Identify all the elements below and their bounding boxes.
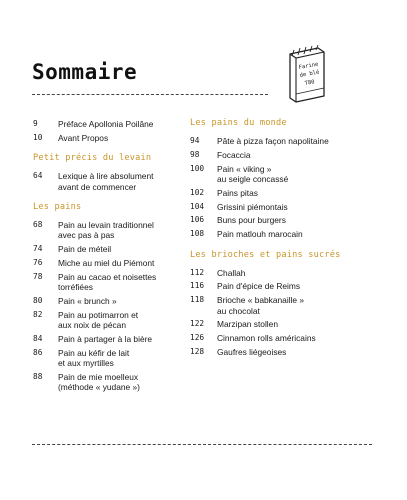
page-number: 78 bbox=[33, 271, 43, 281]
entry-title: Lexique à lire absolument avant de commencer bbox=[58, 171, 154, 192]
entry-title: Marzipan stollen bbox=[217, 319, 278, 330]
flour-bag-icon bbox=[282, 44, 330, 104]
page-number: 102 bbox=[190, 187, 205, 197]
page-number: 126 bbox=[190, 333, 205, 343]
toc-entry[interactable] bbox=[33, 119, 183, 129]
entry-title: Pain au potimarron et aux noix de pécan bbox=[58, 309, 139, 331]
page-number: 9 bbox=[33, 119, 38, 128]
section-heading-les-pains: Les pains bbox=[33, 202, 82, 213]
toc-entry[interactable] bbox=[190, 268, 380, 278]
page-number: 82 bbox=[33, 309, 43, 319]
page-title: Sommaire bbox=[32, 60, 138, 84]
page-number: 84 bbox=[33, 334, 43, 344]
toc-entry[interactable] bbox=[33, 244, 183, 254]
toc-entry[interactable] bbox=[190, 333, 380, 343]
toc-entry[interactable] bbox=[33, 372, 183, 393]
page-number: 94 bbox=[190, 136, 200, 145]
entry-title: Miche au miel du Piémont bbox=[58, 258, 155, 269]
flour-bag-label-line2: de blé bbox=[299, 69, 320, 79]
page-number: 100 bbox=[190, 163, 205, 173]
entry-title: Préface Apollonia Poilâne bbox=[58, 119, 154, 129]
toc-entry[interactable] bbox=[33, 296, 183, 306]
page-number: 112 bbox=[190, 267, 205, 277]
page-number: 116 bbox=[190, 281, 205, 291]
section-heading-les-brioches-et-pains-sucres: Les brioches et pains sucrés bbox=[190, 249, 341, 260]
entry-title: Pain au cacao et noisettes torréfiées bbox=[58, 271, 157, 293]
toc-left-column bbox=[33, 116, 183, 396]
entry-title: Pain « viking » au seigle concassé bbox=[217, 163, 289, 184]
page-number: 118 bbox=[190, 295, 205, 305]
flour-bag-label-line1: Farine bbox=[298, 61, 319, 71]
toc-entry[interactable] bbox=[33, 171, 183, 192]
toc-entry[interactable] bbox=[190, 136, 380, 146]
page-number: 68 bbox=[33, 220, 43, 230]
entry-title: Challah bbox=[217, 267, 246, 278]
page-number: 74 bbox=[33, 244, 43, 254]
bottom-dashed-divider bbox=[32, 444, 372, 445]
toc-entry[interactable] bbox=[33, 220, 183, 241]
toc-entry[interactable] bbox=[190, 319, 380, 329]
page-number: 64 bbox=[33, 171, 43, 181]
entry-title: Pain « brunch » bbox=[58, 296, 117, 307]
page-number: 88 bbox=[33, 372, 43, 382]
toc-entry[interactable] bbox=[33, 334, 183, 344]
page-number: 104 bbox=[190, 201, 205, 211]
toc-entry[interactable] bbox=[33, 310, 183, 331]
entry-title: Pains pitas bbox=[217, 187, 258, 198]
toc-entry[interactable] bbox=[33, 258, 183, 268]
page-number: 98 bbox=[190, 149, 200, 159]
page-number: 122 bbox=[190, 319, 205, 329]
page-number: 10 bbox=[33, 132, 43, 142]
toc-entry[interactable] bbox=[190, 281, 380, 291]
toc-entry[interactable] bbox=[190, 202, 380, 212]
page-number: 76 bbox=[33, 258, 43, 268]
toc-entry[interactable] bbox=[33, 348, 183, 369]
flour-bag-label-line3: T80 bbox=[304, 79, 316, 87]
toc-entry[interactable] bbox=[190, 295, 380, 316]
toc-entry[interactable] bbox=[190, 150, 380, 160]
entry-title: Buns pour burgers bbox=[217, 215, 286, 226]
page-number: 128 bbox=[190, 346, 205, 356]
entry-title: Cinnamon rolls américains bbox=[217, 333, 316, 344]
entry-title: Pain de méteil bbox=[58, 244, 112, 255]
entry-title: Grissini piémontais bbox=[217, 201, 288, 212]
section-heading-les-pains-du-monde: Les pains du monde bbox=[190, 118, 287, 128]
toc-entry[interactable] bbox=[190, 164, 380, 185]
entry-title: Pain au kéfir de lait et aux myrtilles bbox=[58, 347, 130, 369]
toc-entry[interactable] bbox=[190, 188, 380, 198]
entry-title: Brioche « babkanaille » au chocolat bbox=[217, 295, 305, 316]
top-dashed-divider bbox=[32, 94, 268, 95]
entry-title: Pâte à pizza façon napolitaine bbox=[217, 136, 329, 146]
toc-entry[interactable] bbox=[190, 347, 380, 357]
page-number: 106 bbox=[190, 215, 205, 225]
entry-title: Pain au levain traditionnel avec pas à pas bbox=[58, 220, 154, 241]
toc-right-column bbox=[190, 116, 380, 361]
entry-title: Pain d'épice de Reims bbox=[217, 281, 301, 292]
page-number: 108 bbox=[190, 229, 205, 239]
page-number: 80 bbox=[33, 296, 43, 306]
toc-entry[interactable] bbox=[33, 133, 183, 143]
entry-title: Gaufres liégeoises bbox=[217, 346, 287, 357]
toc-entry[interactable] bbox=[190, 229, 380, 239]
toc-entry[interactable] bbox=[33, 272, 183, 293]
section-heading-petit-precis-du-levain: Petit précis du levain bbox=[33, 153, 152, 164]
entry-title: Pain matlouh marocain bbox=[217, 229, 303, 240]
entry-title: Pain à partager à la bière bbox=[58, 334, 153, 345]
entry-title: Avant Propos bbox=[58, 132, 109, 143]
entry-title: Pain de mie moelleux (méthode « yudane ») bbox=[58, 372, 140, 393]
entry-title: Focaccia bbox=[217, 149, 251, 160]
page-number: 86 bbox=[33, 347, 43, 357]
toc-entry[interactable] bbox=[190, 215, 380, 225]
